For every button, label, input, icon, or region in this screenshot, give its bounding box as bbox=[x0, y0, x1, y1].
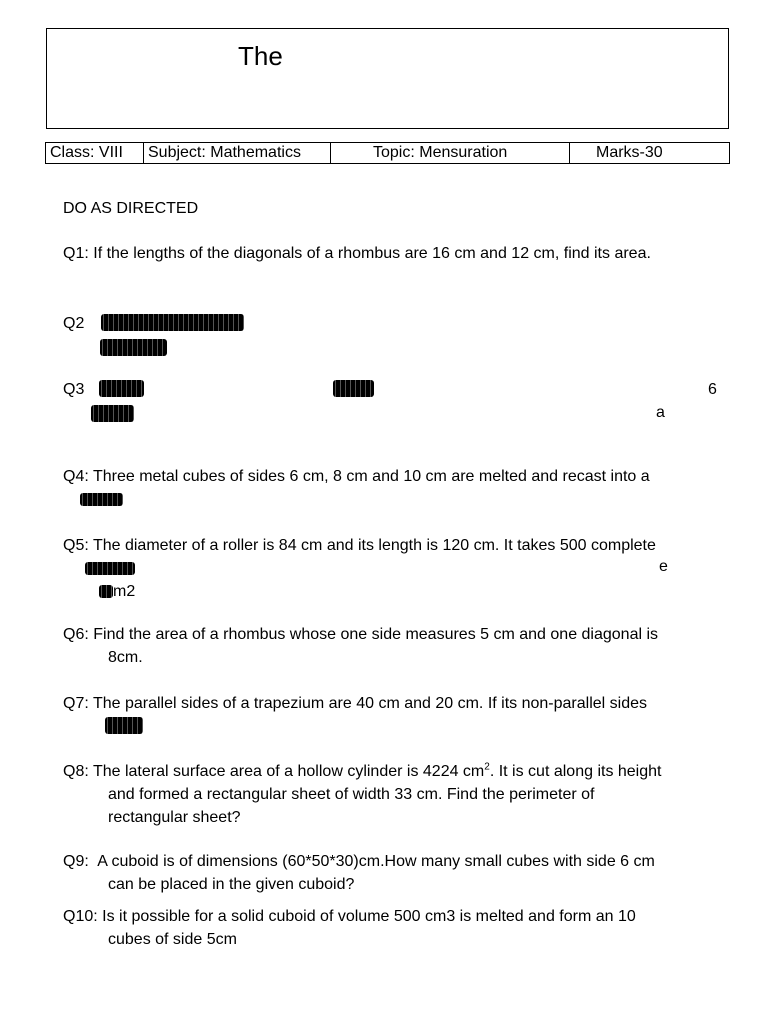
question-text: If the lengths of the diagonals of a rhombus are 16 cm and 12 cm, find its area. bbox=[93, 245, 651, 262]
question-number: Q7 bbox=[63, 695, 85, 712]
question-number: Q1 bbox=[63, 245, 85, 262]
document-title: The bbox=[238, 41, 283, 71]
section-heading: DO AS DIRECTED bbox=[63, 200, 199, 217]
garbled-text bbox=[333, 380, 374, 397]
class-cell: Class: VIII bbox=[46, 143, 144, 163]
garbled-text bbox=[85, 562, 135, 575]
question-text-cont: can be placed in the given cuboid? bbox=[108, 876, 355, 893]
question-number: Q3 bbox=[63, 381, 85, 398]
question-text: The lateral surface area of a hollow cylinder is 4224 cm bbox=[92, 763, 485, 780]
topic-cell: Topic: Mensuration bbox=[331, 143, 570, 163]
question-7: Q7: The parallel sides of a trapezium are 40 cm and 20 cm. If its non-parallel sides bbox=[63, 692, 731, 738]
question-text: The parallel sides of a trapezium are 40 cm and 20 cm. If its non-parallel sides bbox=[92, 695, 647, 712]
question-4: Q4: Three metal cubes of sides 6 cm, 8 cm and 10 cm are melted and recast into a bbox=[63, 465, 731, 511]
question-3 bbox=[63, 378, 731, 426]
question-text-cont: 8cm. bbox=[108, 649, 143, 666]
question-number: Q5 bbox=[63, 537, 85, 554]
question-number: Q9 bbox=[63, 853, 85, 870]
question-text: A cuboid is of dimensions (60*50*30)cm.How many small cubes with side 6 cm bbox=[97, 853, 655, 870]
title-box bbox=[46, 28, 729, 129]
garbled-text bbox=[100, 339, 167, 356]
question-number: Q6 bbox=[63, 626, 85, 643]
fragment-text: 6 bbox=[708, 381, 717, 398]
question-9: Q9: A cuboid is of dimensions (60*50*30)cm.How many small cubes with side 6 cm can be placed in the given cuboid? bbox=[63, 850, 731, 896]
question-text: Three metal cubes of sides 6 cm, 8 cm and 10 cm are melted and recast into a bbox=[92, 468, 650, 485]
garbled-text bbox=[105, 717, 143, 734]
question-number: Q4 bbox=[63, 468, 85, 485]
fragment-text: a bbox=[656, 404, 665, 421]
subject-cell: Subject: Mathematics bbox=[144, 143, 331, 163]
question-text-cont: rectangular sheet? bbox=[108, 809, 241, 826]
question-5: Q5: The diameter of a roller is 84 cm and its length is 120 cm. It takes 500 complete m2 bbox=[63, 537, 656, 600]
question-10: Q10: Is it possible for a solid cuboid of volume 500 cm3 is melted and form an 10 cubes of side 5cm bbox=[63, 905, 731, 951]
question-number: Q10 bbox=[63, 908, 94, 925]
marks-cell: Marks-30 bbox=[596, 144, 663, 161]
question-2 bbox=[63, 312, 731, 360]
question-1: Q1: If the lengths of the diagonals of a rhombus are 16 cm and 12 cm, find its area. bbox=[63, 245, 651, 262]
question-text: The diameter of a roller is 84 cm and its length is 120 cm. It takes 500 complete bbox=[92, 537, 656, 554]
question-text: Find the area of a rhombus whose one side measures 5 cm and one diagonal is bbox=[93, 626, 659, 643]
info-row bbox=[45, 142, 730, 164]
question-text-cont: cubes of side 5cm bbox=[108, 931, 237, 948]
garbled-text bbox=[99, 380, 144, 397]
question-text-cont: and formed a rectangular sheet of width 33 cm. Find the perimeter of bbox=[108, 786, 595, 803]
garbled-text bbox=[99, 585, 113, 598]
garbled-text bbox=[101, 314, 244, 331]
superscript: 2 bbox=[484, 761, 490, 773]
fragment-text: e bbox=[659, 558, 668, 575]
garbled-text bbox=[91, 405, 134, 422]
question-text: Is it possible for a solid cuboid of volume 500 cm3 is melted and form an 10 bbox=[102, 908, 636, 925]
question-8: Q8: The lateral surface area of a hollow cylinder is 4224 $cm^2$. It is cut along its height and formed a rectangular sheet of width 33 cm. Find the perimeter of rectangular sheet? bbox=[63, 760, 731, 829]
garbled-text bbox=[80, 493, 123, 506]
question-number: Q8 bbox=[63, 763, 85, 780]
question-6: Q6: Find the area of a rhombus whose one side measures 5 cm and one diagonal is 8cm. bbox=[63, 623, 731, 669]
question-number: Q2 bbox=[63, 315, 85, 332]
